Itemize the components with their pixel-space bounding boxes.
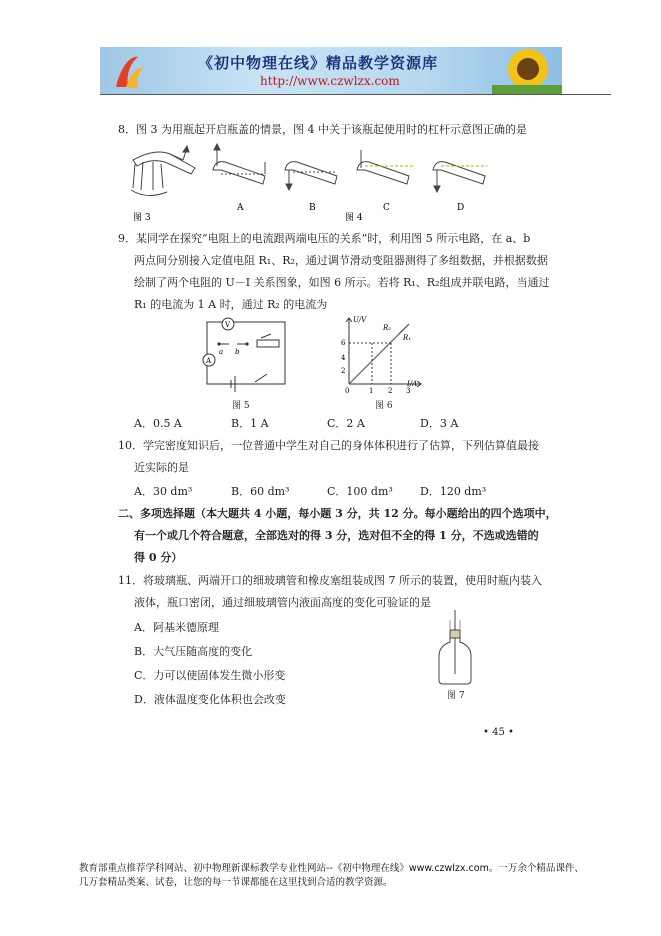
q9-option-a: A．0.5 A <box>134 417 182 430</box>
q10-line-1: 10．学完密度知识后，一位普通中学生对自己的身体体积进行了估算，下列估算值最接 <box>118 439 539 452</box>
header-banner <box>100 47 562 94</box>
graph-xtick-1: 1 <box>369 387 374 394</box>
fig4-caption: 图 4 <box>345 213 363 223</box>
section2-line-2: 有一个或几个符合题意，全部选对的得 3 分，选对但不全的得 1 分，不选或选错的 <box>134 529 539 542</box>
banner-title: 《初中物理在线》精品教学资源库 <box>198 54 439 72</box>
fig3-bottle-opener <box>131 146 195 196</box>
graph-ytick-2: 2 <box>341 367 346 375</box>
graph-xtick-3: 3 <box>406 387 411 394</box>
fig5-circuit <box>195 312 295 394</box>
sunflower-icon <box>492 47 562 94</box>
q11-line-1: 11．将玻璃瓶、两端开口的细玻璃管和橡皮塞组装成图 7 所示的装置，使用时瓶内装入 <box>118 574 542 587</box>
q9-option-b: B．1 A <box>231 417 269 430</box>
ammeter-label: A <box>206 357 212 365</box>
fig4-lever-C <box>357 150 413 184</box>
graph-ylabel: U/V <box>353 316 367 324</box>
q11-line-2: 液体，瓶口密闭，通过细玻璃管内液面高度的变化可验证的是 <box>134 596 431 609</box>
q8-option-d: D <box>457 203 465 213</box>
q9-line-3: 绘制了两个电阻的 U－I 关系图象，如图 6 所示。若将 R₁、R₂组成并联电路，当通过 <box>134 276 550 289</box>
node-b-label: b <box>235 348 240 356</box>
fig6-caption: 图 6 <box>375 401 393 411</box>
graph-xtick-0: 0 <box>345 387 350 394</box>
q9-line-4: R₁ 的电流为 1 A 时，通过 R₂ 的电流为 <box>134 298 328 311</box>
footer-line-2: 几万套精品类案、试卷，让您的每一节课都能在这里找到合适的教学资源。 <box>79 877 393 888</box>
q8-option-a: A <box>237 203 244 213</box>
q11-option-c: C．力可以使固体发生微小形变 <box>134 669 286 682</box>
fig5-caption: 图 5 <box>232 401 250 411</box>
fig7-bottle-icon <box>433 608 477 688</box>
header-rule <box>100 94 611 95</box>
q11-option-d: D．液体温度变化体积也会改变 <box>134 693 286 706</box>
q8-option-b: B <box>309 203 316 213</box>
graph-series-r1: R₁ <box>403 334 412 342</box>
q10-option-a: A．30 dm³ <box>134 485 193 498</box>
section2-line-1: 二、多项选择题（本大题共 4 小题，每小题 3 分，共 12 分。每小题给出的四个选项中， <box>118 507 557 520</box>
q9-option-c: C．2 A <box>327 417 365 430</box>
page-number: • 45 • <box>483 727 514 738</box>
voltmeter-label: V <box>225 321 231 329</box>
q10-line-2: 近实际的是 <box>134 461 189 474</box>
footer-line-1: 教育部重点推荐学科网站、初中物理新课标教学专业性网站--《初中物理在线》www.czwlzx.com。一万余个精品课件、 <box>79 863 584 874</box>
q8-stem: 8．图 3 为用瓶起开启瓶盖的情景，图 4 中关于该瓶起使用时的杠杆示意图正确的是 <box>118 123 527 136</box>
graph-xtick-2: 2 <box>388 387 393 394</box>
graph-ytick-4: 4 <box>341 354 346 362</box>
node-a-label: a <box>219 348 224 356</box>
q10-option-d: D．120 dm³ <box>420 485 487 498</box>
fig4-lever-D <box>433 162 487 192</box>
q9-line-2: 两点间分别接入定值电阻 R₁、R₂，通过调节滑动变阻器测得了多组数据，并根据数据 <box>134 254 548 267</box>
fig4-lever-A <box>213 144 265 184</box>
graph-series-r2: R₂ <box>383 324 392 332</box>
q10-option-c: C．100 dm³ <box>327 485 393 498</box>
fig3-caption: 图 3 <box>133 213 151 223</box>
site-logo-icon <box>108 51 148 91</box>
q9-line-1: 9．某同学在探究“电阻上的电流跟两端电压的关系”时，利用图 5 所示电路，在 a、b <box>118 232 531 245</box>
fig7-caption: 图 7 <box>447 691 465 701</box>
q11-option-a: A．阿基米德原理 <box>134 621 219 634</box>
graph-xlabel: I/A <box>407 380 418 388</box>
q9-option-d: D．3 A <box>420 417 459 430</box>
section2-line-3: 得 0 分） <box>134 551 183 564</box>
q8-option-c: C <box>383 203 390 213</box>
q10-option-b: B．60 dm³ <box>231 485 290 498</box>
fig6-ui-graph <box>335 310 425 394</box>
banner-url[interactable]: http://www.czwlzx.com <box>260 74 400 88</box>
fig4-lever-B <box>285 162 337 190</box>
q8-figures <box>125 140 495 225</box>
q11-option-b: B．大气压随高度的变化 <box>134 645 253 658</box>
graph-ytick-6: 6 <box>341 339 346 347</box>
